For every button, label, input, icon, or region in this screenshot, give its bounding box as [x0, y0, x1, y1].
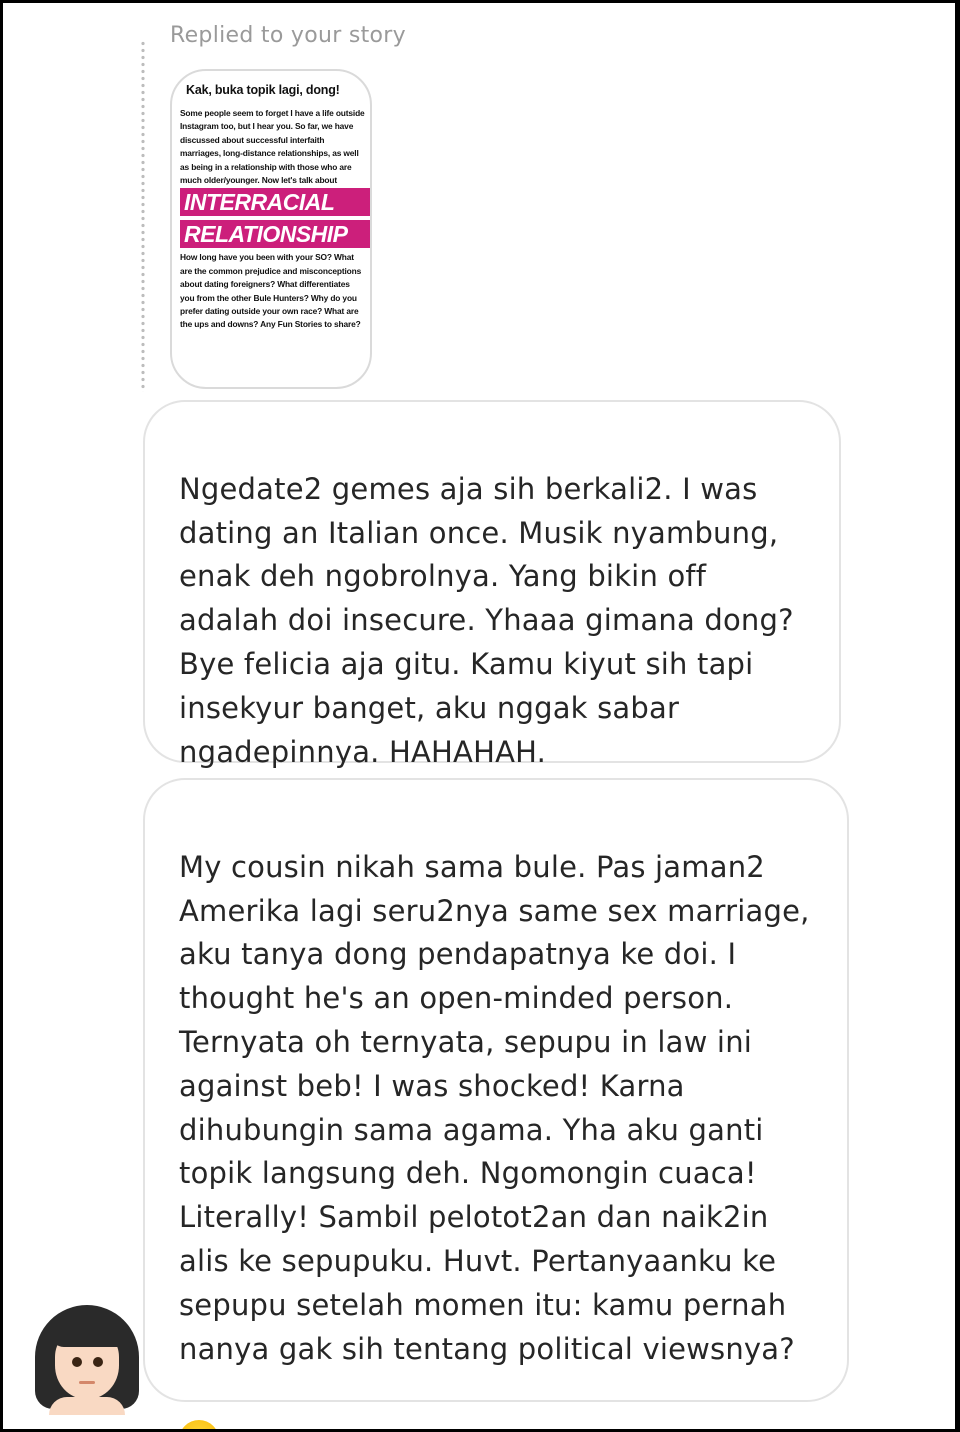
story-banner-interracial: INTERRACIAL [180, 188, 371, 216]
story-banner-relationship: RELATIONSHIP [180, 220, 371, 248]
message-text: Ngedate2 gemes aja sih berkali2. I was dating an Italian once. Musik nyambung, enak deh ngobrolnya. Yang bikin off adalah doi insecure. Yhaaa gimana dong? Bye felicia aja gitu. Kamu kiyut sih tapi insekyur banget, aku nggak sabar ngadepinnya. HAHAHAH. [179, 471, 794, 769]
woman-emoji-avatar-icon[interactable] [33, 1303, 141, 1415]
story-questions-text: How long have you been with your SO? What are the common prejudice and misconceptions about dating foreigners? What differentiates you from the other Bule Hunters? Why do you prefer dating outside your own race? What are the ups and downs? Any Fun Stories to share? [180, 252, 362, 330]
message-bubble[interactable] [143, 400, 841, 769]
story-preview-card[interactable] [170, 69, 372, 389]
replied-to-story-label: Replied to your story [170, 23, 406, 48]
message-emoji-row [179, 1373, 817, 1429]
story-title: Kak, buka topik lagi, dong! [186, 83, 340, 97]
reply-thread-dotted-line [141, 40, 145, 392]
message-text: My cousin nikah sama bule. Pas jaman2 Amerika lagi seru2nya same sex marriage, aku tanya dong pendapatnya ke doi. I thought he's an open-minded person. Ternyata oh ternyata, sepupu in law ini against beb! I was shocked! Karna dihubungin sama agama. Yha aku ganti topik langsung deh. Ngomongin cuaca! Literally! Sambil pelotot2an dan naik2in alis ke sepupuku. Huvt. Pertanyaanku ke sepupu setelah momen itu: kamu pernah nanya gak sih tentang political viewsnya? [179, 849, 810, 1366]
message-bubble[interactable] [143, 778, 849, 1402]
dm-thread-screen [3, 3, 955, 1429]
story-intro-text: Some people seem to forget I have a life outside Instagram too, but I hear you. So far, we have discussed about successful interfaith marriages, long-distance relationships, as well as being in a relationship with those who are much older/younger. Now let's talk about [180, 108, 365, 186]
face-with-tears-of-joy-icon [179, 1420, 219, 1429]
